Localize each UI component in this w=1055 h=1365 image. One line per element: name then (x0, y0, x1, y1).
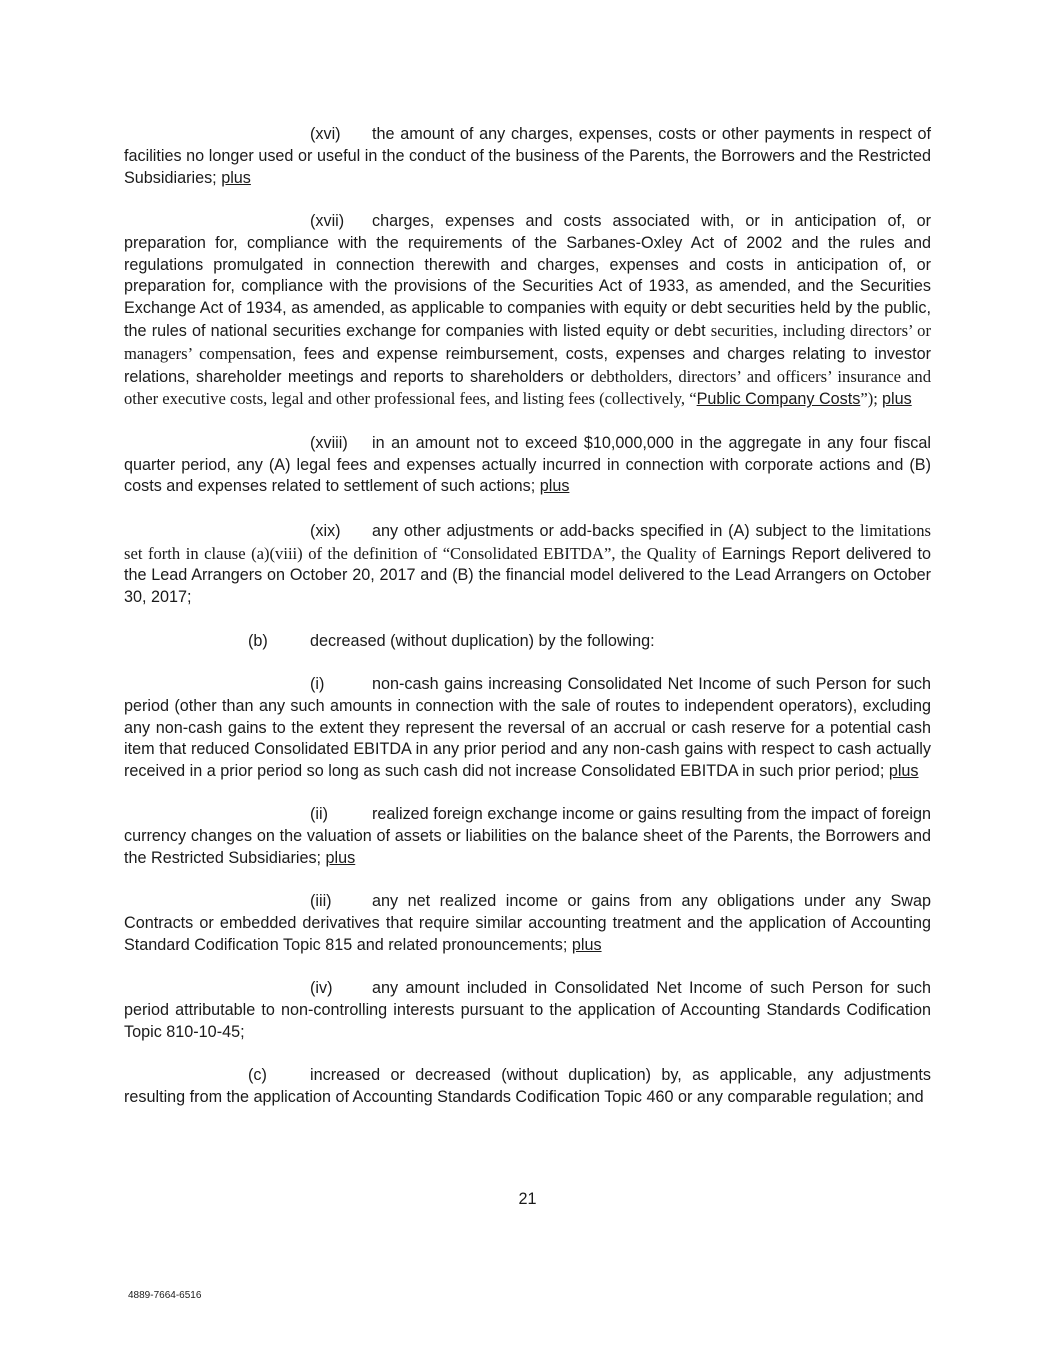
plus-connector: plus (539, 477, 570, 496)
clause-text: ”); (860, 389, 882, 409)
document-body (124, 124, 931, 1131)
clause-text: increased or decreased (without duplication) by, as applicable, any adjustments resulting from the application of Accounting Standards Codification Topic 460 or any comparable regulation; and (124, 1066, 931, 1107)
clause-number: (c) (248, 1066, 267, 1085)
clause-text: Earnings Report delivered to the Lead Arrangers on October 20, 2017 and (B) the financial model delivered to the Lead Arrangers on October 30, 2017; (124, 544, 931, 607)
clause-b (124, 631, 931, 653)
clause-number: (i) (310, 674, 325, 693)
clause-number: (xix) (310, 521, 341, 540)
clause-c (124, 1065, 931, 1109)
clause-text: any net realized income or gains from any obligations under any Swap Contracts or embedded derivatives that require similar accounting treatment and the application of Accounting Standard Codification Topic 815 and related pronouncements; (124, 892, 931, 955)
plus-connector: plus (888, 762, 919, 781)
clause-text: any other adjustments or add-backs specified in (A) subject to the (372, 521, 860, 540)
clause-text: the amount of any charges, expenses, costs or other payments in respect of facilities no longer used or useful in the conduct of the business of the Parents, the Borrowers and the Restricted Subsidiaries; (124, 125, 931, 187)
clause-text: decreased (without duplication) by the following: (310, 631, 655, 650)
plus-connector: plus (882, 390, 912, 409)
clause-number: (xvi) (310, 125, 341, 143)
clause-b-ii (124, 804, 931, 869)
clause-text: non-cash gains increasing Consolidated Net Income of such Person for such period (other than any such amounts in connection with the sale of routes to independent operators), excluding any non-cash gains to the extent they represent the reversal of an accrual or cash reserve for a potential cash item that reduced Consolidated EBITDA in any prior period and any non-cash gains with respect to cash actually received in a prior period so long as such cash did not increase Consolidated EBITDA in such prior period; (124, 674, 931, 781)
clause-text: securities, including directors’ or managers’ compensat (124, 320, 931, 363)
clause-xvii (124, 211, 931, 411)
defined-term: Public Company Costs (696, 390, 861, 409)
clause-number: (iv) (310, 979, 333, 998)
clause-xix (124, 520, 931, 609)
clause-xviii (124, 433, 931, 498)
plus-connector: plus (571, 936, 602, 955)
clause-number: (xviii) (310, 433, 348, 452)
plus-connector: plus (221, 168, 251, 187)
clause-b-iii (124, 891, 931, 956)
clause-number: (xvii) (310, 211, 345, 230)
page-number: 21 (518, 1190, 537, 1208)
document-id: 4889-7664-6516 (128, 1290, 202, 1301)
clause-text: realized foreign exchange income or gains resulting from the impact of foreign currency changes on the valuation of assets or liabilities on the balance sheet of the Parents, the Borrowers and the Restricted Subsidiaries; (124, 805, 931, 868)
clause-text: in an amount not to exceed $10,000,000 in the aggregate in any four fiscal quarter period, any (A) legal fees and expenses actually incurred in connection with corporate actions and (B) costs and expenses related to settlement of such actions; (124, 433, 931, 496)
clause-text: ion, fees and expense reimbursement, costs, expenses and charges relating to investor relations, shareholder meetings and reports to shareholders or (124, 344, 932, 386)
clause-number: (b) (248, 631, 268, 650)
clause-b-i (124, 674, 931, 783)
clause-number: (iii) (310, 892, 332, 911)
clause-b-iv (124, 978, 931, 1043)
clause-text: any amount included in Consolidated Net Income of such Person for such period attributable to non-controlling interests pursuant to the application of Accounting Standards Codification Topic 810-10-45; (124, 979, 931, 1042)
clause-text: limitations set forth in clause (a)(viii) of the definition of “Consolidated EBITDA”, the Quality of (124, 520, 931, 563)
plus-connector: plus (325, 849, 356, 868)
clause-text: debtholders, directors’ and officers’ insurance and other executive costs, legal and other professional fees, and listing fees (collectively, “ (124, 366, 931, 409)
clause-number: (ii) (310, 805, 328, 824)
clause-xvi (124, 124, 931, 189)
clause-text: charges, expenses and costs associated with, or in anticipation of, or preparation for, compliance with the requirements of the Sarbanes-Oxley Act of 2002 and the rules and regulations promulgated in connection therewith and charges, expenses and costs in anticipation of, or preparation for, compliance with the provisions of the Securities Act of 1933, as amended, and the Securities Exchange Act of 1934, as amended, as applicable to companies with equity or debt securities held by the public, the rules of national securities exchange for companies with listed equity or debt (124, 211, 931, 340)
